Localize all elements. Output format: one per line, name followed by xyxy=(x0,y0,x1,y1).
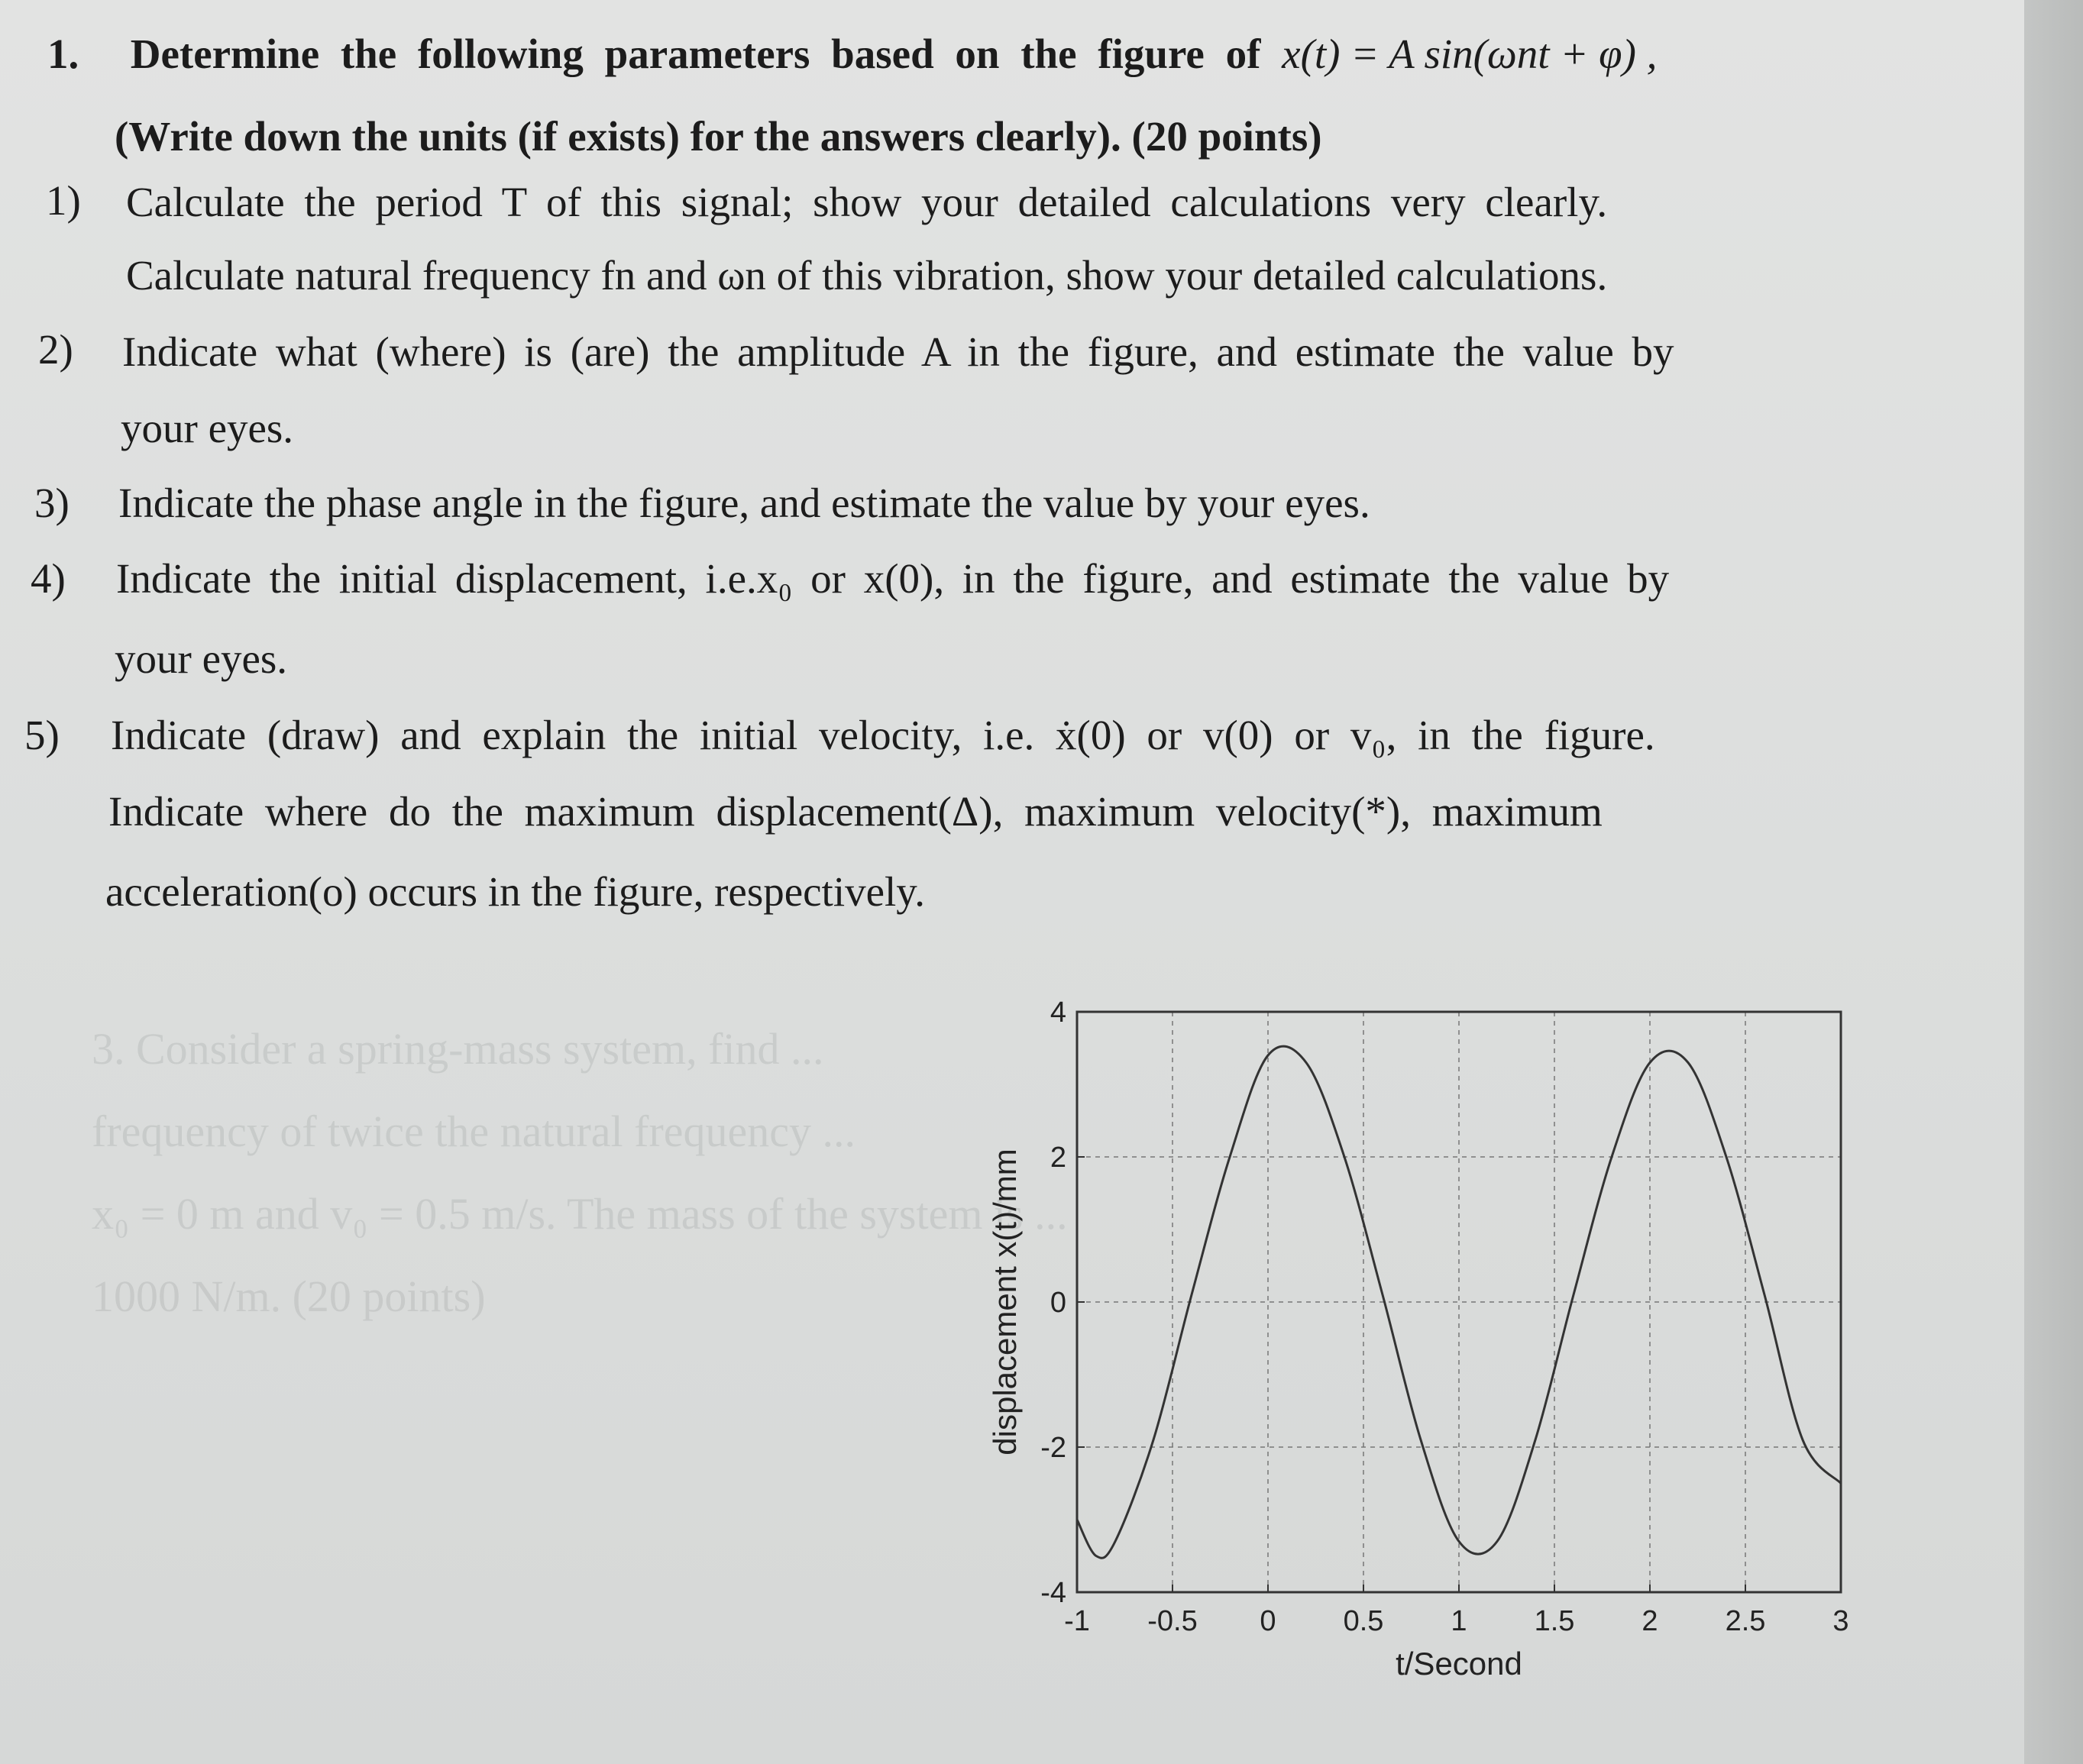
item-5-line-3: acceleration(o) occurs in the figure, respectively. xyxy=(105,868,925,915)
problem-title: Determine the following parameters based on the figure of xyxy=(130,31,1282,77)
item-2-line-1: Indicate what (where) is (are) the amplitude A in the figure, and estimate the value by xyxy=(122,328,1674,375)
bleed-line-4: 1000 N/m. (20 points) xyxy=(92,1271,486,1321)
item-5-line-2: Indicate where do the maximum displacement(Δ), maximum velocity(*), maximum xyxy=(108,788,1603,835)
x-tick-label: -0.5 xyxy=(1147,1605,1198,1637)
bleed-line-1: 3. Consider a spring-mass system, find ... xyxy=(92,1024,824,1074)
item-1-line-1: Calculate the period T of this signal; show your detailed calculations very clearly. xyxy=(126,179,1608,225)
item-3-number: 3) xyxy=(34,480,70,526)
item-4-line-2: your eyes. xyxy=(115,635,288,682)
item-4-number: 4) xyxy=(31,555,66,602)
item-2-line-2: your eyes. xyxy=(121,405,294,451)
item-1-line-2: Calculate natural frequency fn and ωn of this vibration, show your detailed calculations. xyxy=(126,252,1608,299)
bleed-line-3: x₀ = 0 m and v₀ = 0.5 m/s. The mass of the system is ... xyxy=(92,1189,1068,1239)
displacement-chart xyxy=(970,985,1933,1682)
y-axis-title: displacement x(t)/mm xyxy=(987,1149,1023,1455)
y-tick-label: 2 xyxy=(1050,1142,1066,1174)
item-3-line-1: Indicate the phase angle in the figure, and estimate the value by your eyes. xyxy=(118,480,1370,526)
y-tick-label: -4 xyxy=(1040,1577,1066,1609)
problem-heading xyxy=(47,29,1657,79)
x-tick-label: 2 xyxy=(1641,1605,1658,1637)
item-2-number: 2) xyxy=(38,326,73,373)
x-tick-label: 1 xyxy=(1451,1605,1467,1637)
problem-subtitle: (Write down the units (if exists) for the answers clearly). (20 points) xyxy=(115,113,1322,160)
problem-number: 1. xyxy=(47,31,79,77)
item-1-number: 1) xyxy=(46,177,81,224)
x-tick-label: -1 xyxy=(1064,1605,1090,1637)
x-tick-label: 1.5 xyxy=(1534,1605,1575,1637)
x-tick-label: 0 xyxy=(1260,1605,1276,1637)
chart-grid xyxy=(1077,1012,1841,1592)
x-tick-label: 0.5 xyxy=(1343,1605,1384,1637)
item-4-line-1: Indicate the initial displacement, i.e.x₀ or x(0), in the figure, and estimate the value by xyxy=(116,555,1670,602)
y-tick-label: 0 xyxy=(1050,1287,1066,1319)
bleed-line-2: frequency of twice the natural frequency ... xyxy=(92,1107,856,1156)
y-tick-label: 4 xyxy=(1050,997,1066,1029)
item-5-number: 5) xyxy=(24,712,60,758)
item-5-line-1: Indicate (draw) and explain the initial velocity, i.e. ẋ(0) or v(0) or v₀, in the figure. xyxy=(111,712,1655,758)
x-tick-label: 3 xyxy=(1832,1605,1849,1637)
x-tick-label: 2.5 xyxy=(1725,1605,1766,1637)
problem-formula: x(t) = A sin(ωnt + φ) , xyxy=(1282,31,1658,77)
paper-edge xyxy=(2024,0,2083,1764)
y-tick-label: -2 xyxy=(1040,1432,1066,1464)
x-axis-title: t/Second xyxy=(1396,1646,1522,1682)
